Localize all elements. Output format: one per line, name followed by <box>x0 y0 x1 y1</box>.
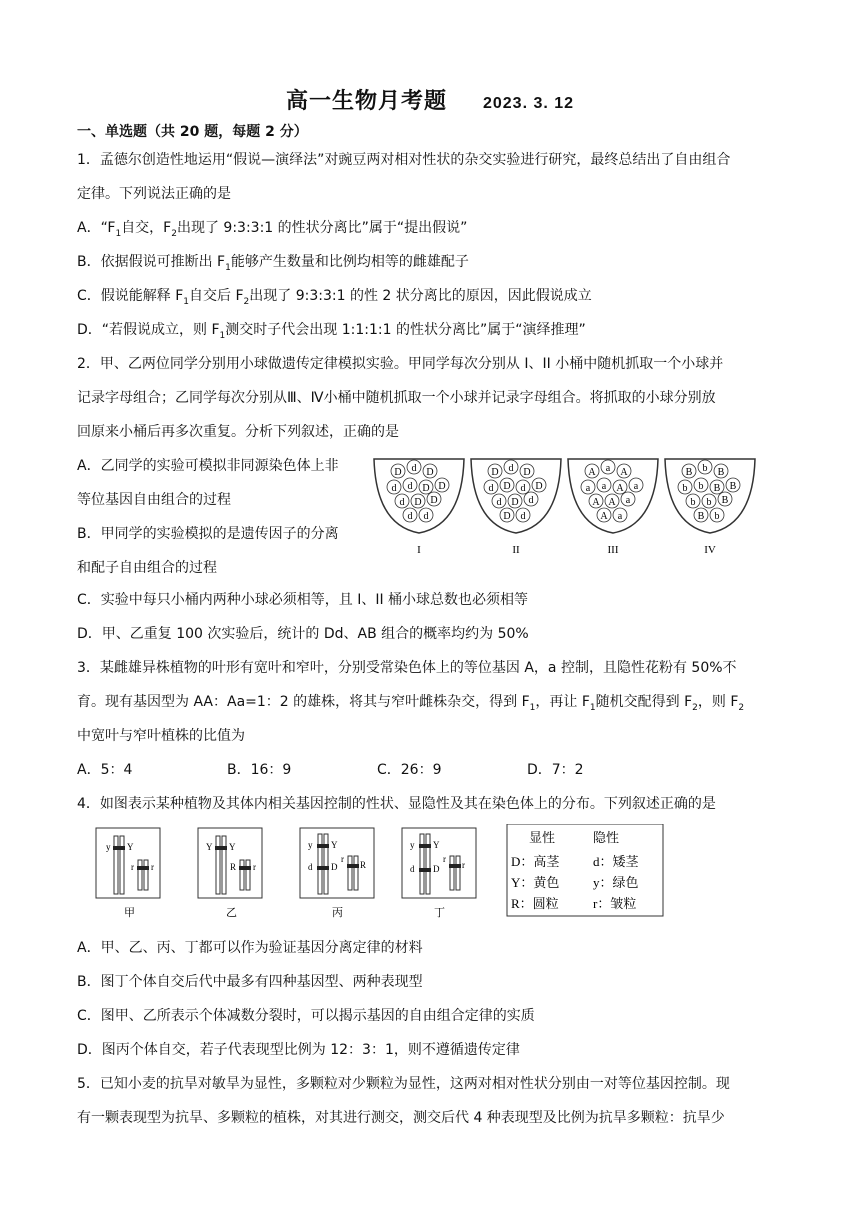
panel-jia <box>96 828 160 919</box>
ball-label: D <box>535 481 543 492</box>
ball-label: A <box>620 467 628 478</box>
ball-label: b <box>702 463 708 474</box>
ball-label: b <box>690 497 696 508</box>
q3-stem-line1: 3．某雌雄异株植物的叶形有宽叶和窄叶，分别受常染色体上的等位基因 A，a 控制，且隐性花粉有 50%不 <box>77 660 737 676</box>
ball-label: a <box>585 483 591 494</box>
q3-options <box>77 760 787 780</box>
legend-row3-recessive: r：皱粒 <box>593 896 637 911</box>
q2-option-d: D．甲、乙重复 100 次实验后，统计的 Dd、AB 组合的概率均约为 50% <box>77 626 529 642</box>
q2-option-a-line2: 等位基因自由组合的过程 <box>77 492 231 508</box>
q3-option-b: B．16：9 <box>227 762 292 778</box>
ball-label: B <box>717 467 725 478</box>
ball-label: D <box>438 481 446 492</box>
svg-text:Y: Y <box>229 842 236 852</box>
ball-label: D <box>503 481 511 492</box>
svg-text:D: D <box>331 862 338 872</box>
ball-label: a <box>617 511 623 522</box>
svg-text:d: d <box>308 862 313 872</box>
q4-option-d: D．图丙个体自交，若子代表现型比例为 12：3：1，则不遵循遗传定律 <box>77 1042 520 1058</box>
ball-label: D <box>430 495 438 506</box>
q2-option-a-line1: A．乙同学的实验可模拟非同源染色体上非 <box>77 458 339 474</box>
ball-label: d <box>407 481 413 492</box>
q1-stem-line2: 定律。下列说法正确的是 <box>77 186 231 202</box>
ball-label: d <box>520 511 526 522</box>
q2-stem-line3: 回原来小桶后再多次重复。分析下列叙述，正确的是 <box>77 424 399 440</box>
ball-label: D <box>394 467 402 478</box>
ball-label: d <box>496 497 502 508</box>
bucket-label: I <box>417 544 421 556</box>
ball-label: d <box>407 511 413 522</box>
bucket-1 <box>374 459 464 556</box>
panel-yi <box>198 828 262 919</box>
bucket-4 <box>665 459 755 556</box>
q5-stem-line1: 5．已知小麦的抗旱对敏旱为显性，多颗粒对少颗粒为显性，这两对相对性状分别由一对等位基因控制。现 <box>77 1076 730 1092</box>
exam-title <box>0 84 860 115</box>
svg-text:r: r <box>462 860 465 870</box>
q3-option-d: D．7：2 <box>527 762 584 778</box>
ball-label: d <box>411 463 417 474</box>
svg-text:r: r <box>253 862 256 872</box>
ball-label: A <box>608 497 616 508</box>
svg-text:d: d <box>410 864 415 874</box>
panel-label-ding: 丁 <box>434 907 445 919</box>
title-text: 高一生物月考题 <box>285 89 447 114</box>
panel-bing <box>300 828 374 919</box>
svg-text:R: R <box>230 862 237 872</box>
q3-stem-line2: 育。现有基因型为 AA：Aa=1：2 的雄株，将其与窄叶雌株杂交，得到 $F_1$，再让 $F_1$随机交配得到 $F_2$，则 $F_2$ <box>77 694 745 713</box>
ball-label: b <box>682 483 688 494</box>
svg-text:r: r <box>341 854 344 864</box>
ball-label: A <box>588 467 596 478</box>
legend-row1-dominant: D：高茎 <box>511 854 560 869</box>
svg-text:Y: Y <box>433 840 440 850</box>
q3-stem-line3: 中宽叶与窄叶植株的比值为 <box>77 728 245 744</box>
legend-row1-recessive: d：矮茎 <box>593 854 639 869</box>
ball-label: D <box>414 497 422 508</box>
ball-label: B <box>685 467 693 478</box>
svg-text:r: r <box>151 862 154 872</box>
q2-stem-line1: 2．甲、乙两位同学分别用小球做遗传定律模拟实验。甲同学每次分别从 I、II 小桶中随机抓取一个小球并 <box>77 356 724 372</box>
bucket-3 <box>568 459 658 556</box>
ball-label: d <box>520 483 526 494</box>
bucket-label: II <box>512 544 520 556</box>
ball-label: B <box>729 481 737 492</box>
ball-label: b <box>706 497 712 508</box>
bucket-label: IV <box>704 544 716 556</box>
panel-label-jia: 甲 <box>124 907 135 919</box>
ball-label: D <box>426 467 434 478</box>
svg-text:y: y <box>410 840 415 850</box>
svg-text:y: y <box>106 842 111 852</box>
ball-label: D <box>422 483 430 494</box>
legend-row2-recessive: y：绿色 <box>593 875 639 890</box>
ball-label: a <box>633 481 639 492</box>
q2-option-b-line1: B．甲同学的实验模拟的是遗传因子的分离 <box>77 526 339 542</box>
q3-option-a: A．5：4 <box>77 762 133 778</box>
q2-option-c: C．实验中每只小桶内两种小球必须相等，且 I、II 桶小球总数也必须相等 <box>77 592 529 608</box>
q1-option-b: B．依据假说可推断出 $F_1$能够产生数量和比例均相等的雌雄配子 <box>77 254 469 273</box>
ball-label: d <box>508 463 514 474</box>
ball-label: d <box>528 495 534 506</box>
legend-dominant-head: 显性 <box>529 830 556 845</box>
q5-stem-line2: 有一颗表现型为抗旱、多颗粒的植株，对其进行测交，测交后代 4 种表现型及比例为抗旱多颗粒：抗旱少 <box>77 1110 725 1126</box>
svg-text:y: y <box>308 840 313 850</box>
q4-option-b: B．图丁个体自交后代中最多有四种基因型、两种表现型 <box>77 974 423 990</box>
ball-label: B <box>721 495 729 506</box>
panel-label-bing: 丙 <box>332 907 343 919</box>
svg-text:D: D <box>433 864 440 874</box>
q3-option-c: C．26：9 <box>377 762 442 778</box>
ball-label: B <box>713 483 721 494</box>
trait-legend <box>507 824 663 916</box>
q4-option-c: C．图甲、乙所表示个体减数分裂时，可以揭示基因的自由组合定律的实质 <box>77 1008 535 1024</box>
q2-option-b-line2: 和配子自由组合的过程 <box>77 560 217 576</box>
bucket-2 <box>471 459 561 556</box>
q4-option-a: A．甲、乙、丙、丁都可以作为验证基因分离定律的材料 <box>77 940 423 956</box>
ball-label: A <box>616 483 624 494</box>
q1-stem-line1: 1．孟德尔创造性地运用“假说—演绎法”对豌豆两对相对性状的杂交实验进行研究，最终总结出了自由组合 <box>77 152 731 168</box>
svg-text:r: r <box>131 862 134 872</box>
ball-label: d <box>423 511 429 522</box>
bucket-figure <box>372 455 762 565</box>
ball-label: a <box>601 481 607 492</box>
svg-text:Y: Y <box>206 842 213 852</box>
ball-label: b <box>714 511 720 522</box>
ball-label: D <box>491 467 499 478</box>
ball-label: a <box>605 463 611 474</box>
svg-text:r: r <box>443 854 446 864</box>
ball-label: D <box>523 467 531 478</box>
svg-text:Y: Y <box>127 842 134 852</box>
q1-option-d: D．“若假说成立，则 $F_1$测交时子代会出现 1:1:1:1 的性状分离比”属于“演绎推理” <box>77 322 586 341</box>
ball-label: d <box>488 483 494 494</box>
q1-option-c: C．假说能解释 $F_1$自交后 $F_2$出现了 9:3:3:1 的性 2 状分离比的原因，因此假说成立 <box>77 288 592 307</box>
ball-label: A <box>600 511 608 522</box>
q4-stem: 4．如图表示某种植物及其体内相关基因控制的性状、显隐性及其在染色体上的分布。下列叙述正确的是 <box>77 796 716 812</box>
panel-ding <box>402 828 476 919</box>
ball-label: D <box>503 511 511 522</box>
ball-label: b <box>698 481 704 492</box>
panel-label-yi: 乙 <box>226 907 237 919</box>
ball-label: a <box>625 495 631 506</box>
exam-date: 2023. 3. 12 <box>482 95 575 112</box>
svg-text:Y: Y <box>331 840 338 850</box>
bucket-label: III <box>607 544 619 556</box>
section-heading: 一、单选题（共 20 题，每题 2 分） <box>77 124 308 140</box>
ball-label: A <box>592 497 600 508</box>
legend-row2-dominant: Y：黄色 <box>511 875 560 890</box>
svg-text:R: R <box>360 860 367 870</box>
q1-option-a: A．“$F_1$自交，$F_2$出现了 9:3:3:1 的性状分离比”属于“提出假说” <box>77 220 468 239</box>
ball-label: d <box>391 483 397 494</box>
ball-label: d <box>399 497 405 508</box>
ball-label: D <box>511 497 519 508</box>
q2-stem-line2: 记录字母组合；乙同学每次分别从Ⅲ、Ⅳ小桶中随机抓取一个小球并记录字母组合。将抓取的小球分别放 <box>77 390 716 406</box>
ball-label: B <box>697 511 705 522</box>
legend-recessive-head: 隐性 <box>593 830 620 845</box>
legend-row3-dominant: R：圆粒 <box>511 896 559 911</box>
chromosome-figure <box>94 824 674 924</box>
